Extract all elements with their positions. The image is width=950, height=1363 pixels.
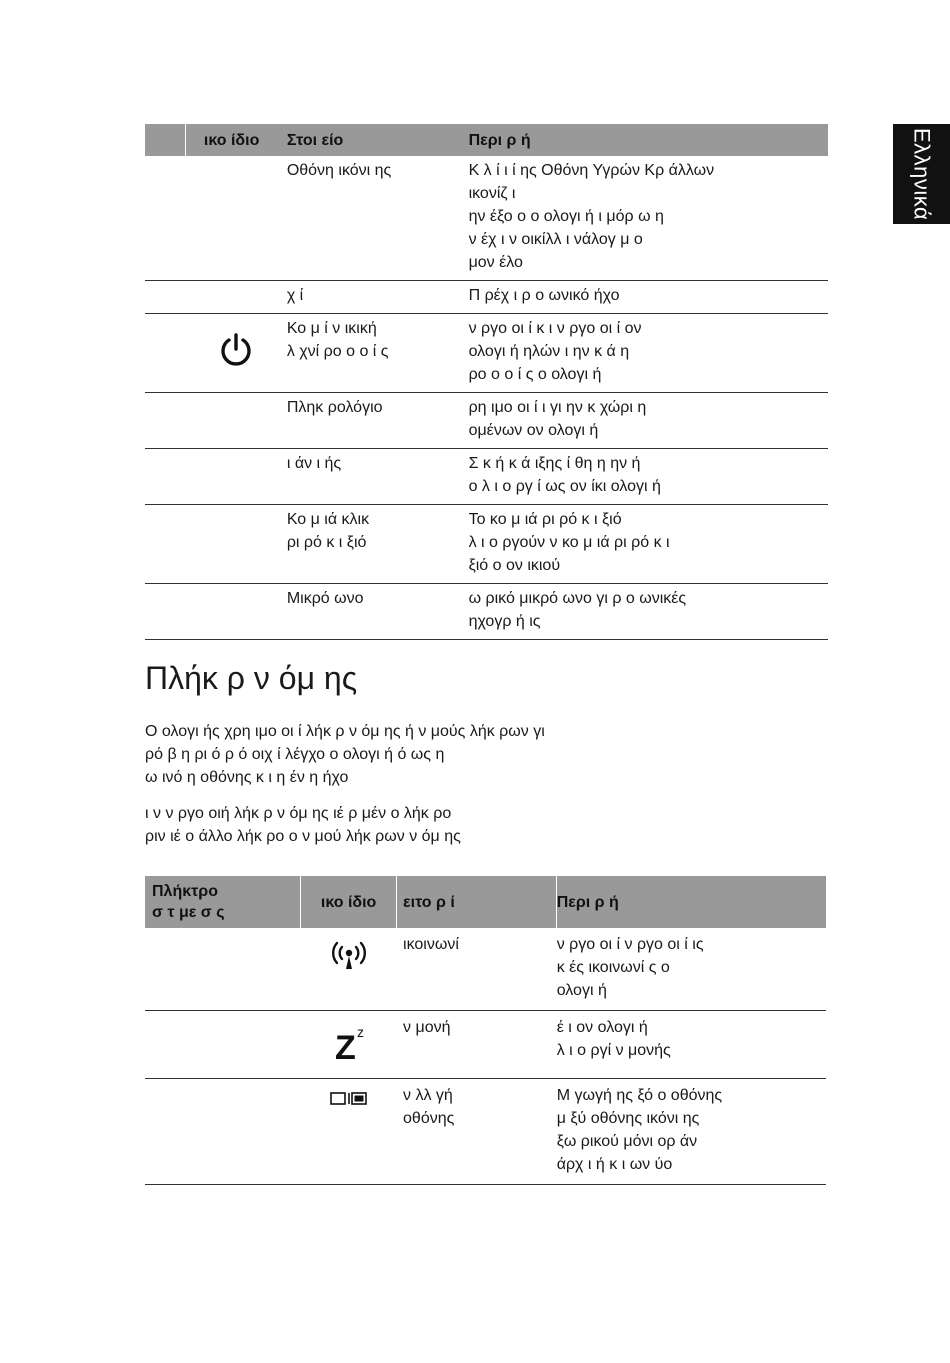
table-row [145, 281, 828, 314]
language-tab-label: Ελληνικά [909, 127, 935, 221]
header-number [145, 124, 185, 156]
row-description: ρη ιμο οι ί ι γι ην κ χώρι η ομένων ον ολογι ή [469, 393, 828, 449]
row-item: χ ί [287, 281, 469, 314]
language-tab [893, 124, 950, 224]
section-title: Πλήκ ρ ν όμ ης [145, 660, 358, 696]
row-function: ικοινωνί [397, 928, 557, 1011]
row-item: Μικρό ωνο [287, 584, 469, 640]
table-row [145, 505, 828, 584]
table-row [145, 314, 828, 393]
table-row [145, 928, 826, 1011]
row-description: Κ λ ί ι ί ης Οθόνη Υγρών Κρ άλλων ικονίζ ι ην έξο ο ο ολογι ή ι μόρ ω η ν έχ ι ν οικίλλ ι νάλογ μ ο μον έλο [469, 156, 828, 281]
table-row [145, 1079, 826, 1185]
header-item: Στοι είο [287, 124, 469, 156]
display-toggle-icon [301, 1079, 397, 1185]
row-function: ν λλ γή οθόνης [397, 1079, 557, 1185]
table-row [145, 449, 828, 505]
row-description: Το κο μ ιά ρι ρό κ ι ξιό λ ι ο ργούν ν κο μ ιά ρι ρό κ ι ξιό ο ον ικιού [469, 505, 828, 584]
row-description: Π ρέχ ι ρ ο ωνικό ήχο [469, 281, 828, 314]
table-header-row [145, 876, 826, 928]
header-description: Περι ρ ή [469, 124, 828, 156]
header-key: Πλήκτρο σ τ με σ ς [145, 876, 301, 928]
table-row [145, 393, 828, 449]
table-row [145, 584, 828, 640]
header-description: Περι ρ ή [556, 876, 826, 928]
row-description: ω ρικό μικρό ωνο γι ρ ο ωνικές ηχογρ ή ις [469, 584, 828, 640]
row-description: έ ι ον ολογι ή λ ι ο ργί ν μονής [556, 1011, 826, 1079]
table-row [145, 156, 828, 281]
components-table [145, 124, 828, 640]
hotkeys-table [145, 876, 826, 1185]
header-icon: ικο ίδιο [301, 876, 397, 928]
power-icon [185, 314, 286, 393]
row-item: Πληκ ρολόγιο [287, 393, 469, 449]
table-row [145, 1011, 826, 1079]
table-header-row [145, 124, 828, 156]
header-icon: ικο ίδιο [185, 124, 286, 156]
row-description: ν ργο οι ί κ ι ν ργο οι ί ον ολογι ή ηλών ι ην κ ά η ρο ο ο ί ς ο ολογι ή [469, 314, 828, 393]
row-item: Οθόνη ικόνι ης [287, 156, 469, 281]
row-item: Κο μ ιά κλικ ρι ρό κ ι ξιό [287, 505, 469, 584]
instruction-paragraph: ι ν ν ργο οιή λήκ ρ ν όμ ης ιέ ρ μέν ο λήκ ρο ριν ιέ ο άλλο λήκ ρο ο ν μού λήκ ρων ν όμ ης [145, 805, 461, 845]
wireless-icon [301, 928, 397, 1011]
intro-paragraph: Ο ολογι ής χρη ιμο οι ί λήκ ρ ν όμ ης ή ν μούς λήκ ρων γι ρό β η ρι ό ρ ό οιχ ί λέγχο ο ολογι ή ό ως η ω ινό η οθόνης κ ι η έν η ήχο [145, 723, 545, 786]
svg-text:Z: Z [334, 1029, 356, 1063]
row-function: ν μονή [397, 1011, 557, 1079]
row-item: ι άν ι ής [287, 449, 469, 505]
row-item: Κο μ ί ν ικική λ χνί ρο ο ο ί ς [287, 314, 469, 393]
svg-text:z: z [356, 1024, 364, 1040]
sleep-icon [301, 1011, 397, 1079]
row-description: Μ γωγή ης ξό ο οθόνης μ ξύ οθόνης ικόνι ης ξω ρικού μόνι ορ άν άρχ ι ή κ ι ων ύο [556, 1079, 826, 1185]
row-description: ν ργο οι ί ν ργο οι ί ις κ ές ικοινωνί ς ο ολογι ή [556, 928, 826, 1011]
row-description: Σ κ ή κ ά ιξης ί θη η ην ή ο λ ι ο ργ ί ως ον ίκι ολογι ή [469, 449, 828, 505]
header-function: ειτο ρ ί [397, 876, 557, 928]
